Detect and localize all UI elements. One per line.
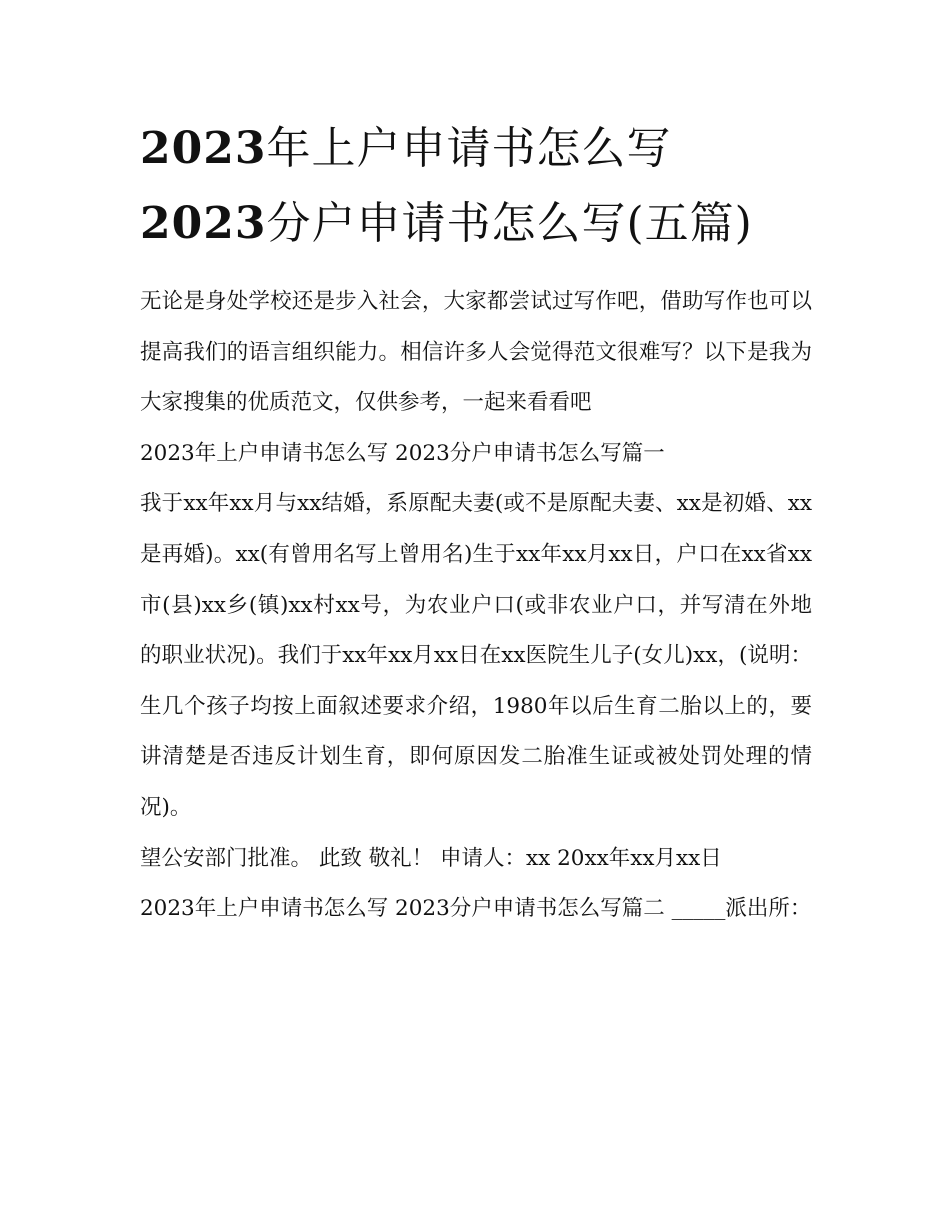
document-title-line-2 [140,186,753,262]
section-heading-2: 2023年上户申请书怎么写 2023分户申请书怎么写篇二 _____派出所： [140,896,812,922]
document-body [140,277,812,935]
paragraph-closing-signature: 望公安部门批准。 此致 敬礼！ 申请人：xx 20xx年xx月xx日 [140,845,722,871]
title-year-1: 2023 [140,123,267,174]
title-text-2: 分户申请书怎么写(五篇) [266,198,753,249]
title-year-2: 2023 [140,198,267,249]
section-heading-1: 2023年上户申请书怎么写 2023分户申请书怎么写篇一 [140,440,665,466]
paragraph-application-body: 我于xx年xx月与xx结婚，系原配夫妻(或不是原配夫妻、xx是初婚、xx是再婚)。xx(有曾用名写上曾用名)生于xx年xx月xx日，户口在xx省xx市(县)xx乡(镇)xx村xx号，为农业户口(或非农业户口，并写清在外地的职业状况)。我们于xx年xx月xx日在xx医院生儿子(女儿)xx，(说明：生几个孩子均按上面叙述要求介绍，1980年以后生育二胎以上的，要讲清楚是否违反计划生育，即何原因发二胎准生证或被处罚处理的情况)。 [140,491,812,820]
document-title-line-1 [140,111,671,187]
paragraph-intro: 无论是身处学校还是步入社会，大家都尝试过写作吧，借助写作也可以提高我们的语言组织能力。相信许多人会觉得范文很难写？以下是我为大家搜集的优质范文，仅供参考，一起来看看吧 [140,289,812,416]
title-text-1: 年上户申请书怎么写 [266,123,672,174]
